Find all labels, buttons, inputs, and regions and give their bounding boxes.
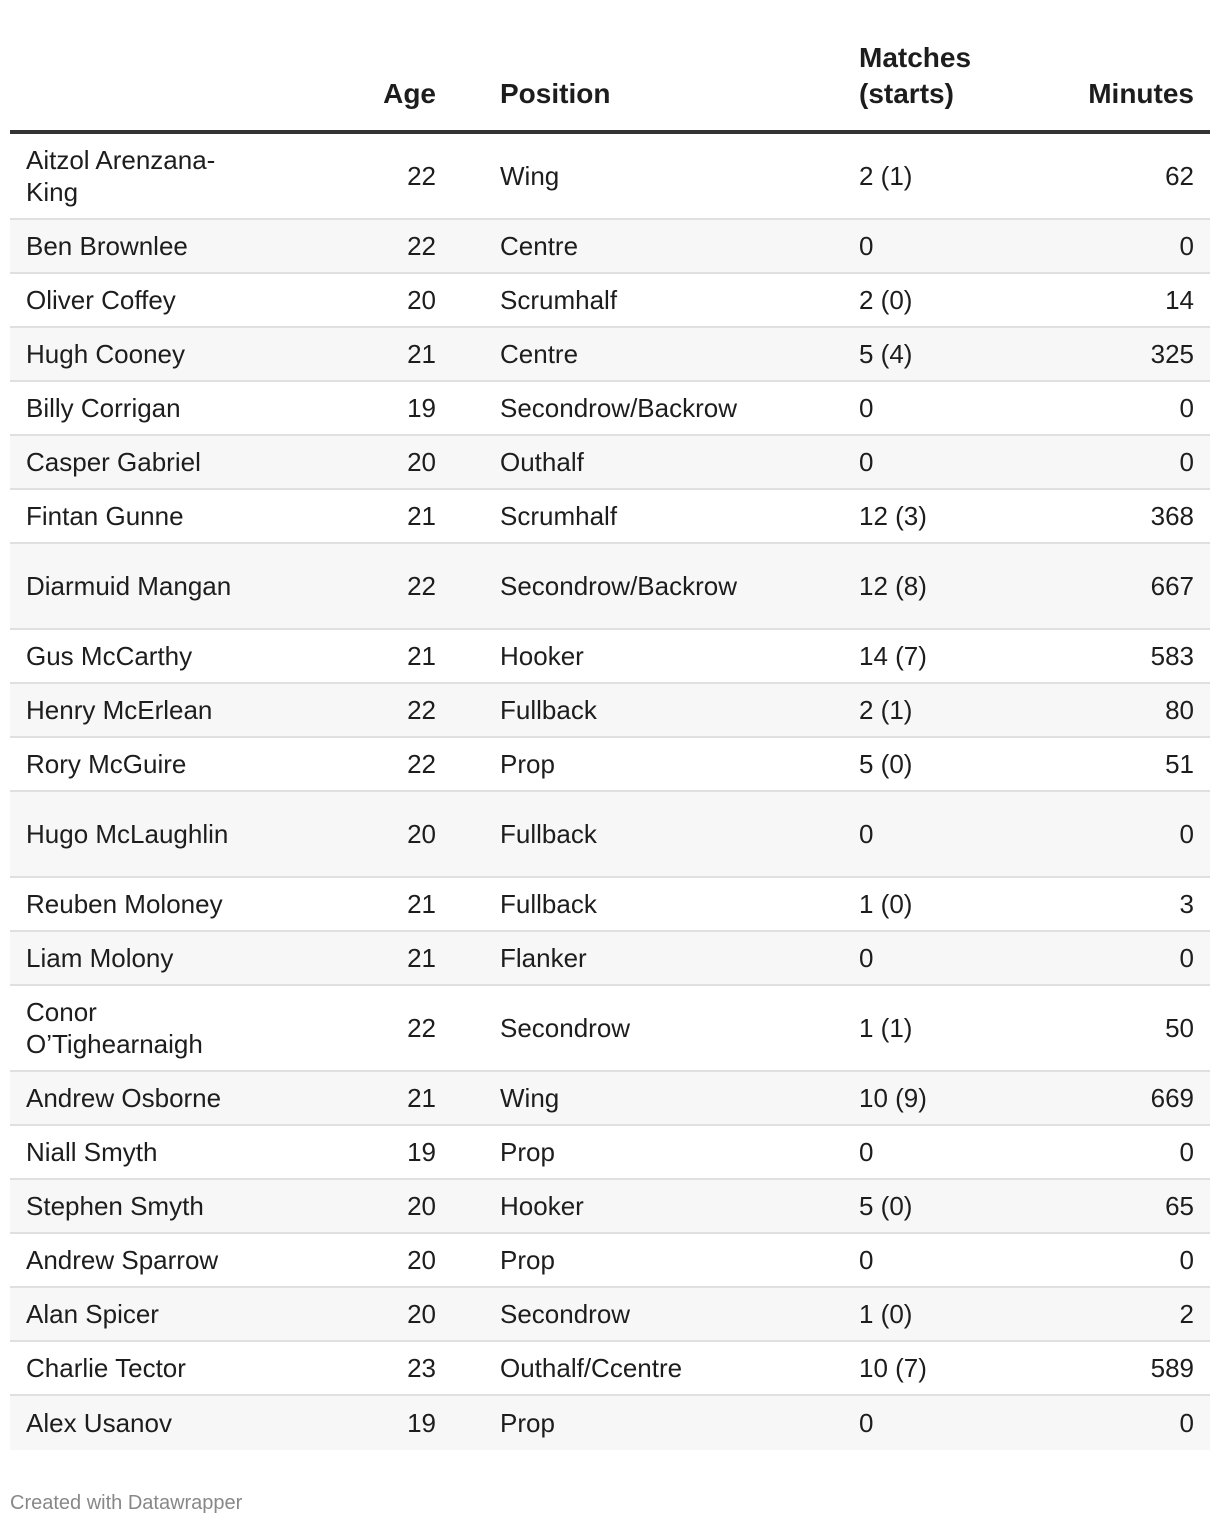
matches-cell: 14 (7) bbox=[859, 641, 927, 671]
minutes-cell: 65 bbox=[1165, 1191, 1194, 1221]
player-name-cell: Reuben Moloney bbox=[26, 889, 223, 919]
minutes-cell: 51 bbox=[1165, 749, 1194, 779]
matches-cell: 2 (0) bbox=[859, 285, 913, 315]
matches-cell: 0 bbox=[859, 943, 874, 973]
age-cell: 19 bbox=[407, 1408, 436, 1438]
matches-cell: 1 (0) bbox=[859, 1299, 913, 1329]
position-cell: Scrumhalf bbox=[500, 501, 618, 531]
minutes-cell: 0 bbox=[1179, 1245, 1194, 1275]
age-cell: 23 bbox=[407, 1353, 436, 1383]
matches-cell: 5 (4) bbox=[859, 339, 913, 369]
age-cell: 20 bbox=[407, 1191, 436, 1221]
minutes-cell: 50 bbox=[1165, 1013, 1194, 1043]
matches-cell: 2 (1) bbox=[859, 161, 913, 191]
matches-cell: 10 (9) bbox=[859, 1083, 927, 1113]
age-cell: 19 bbox=[407, 1137, 436, 1167]
table-row bbox=[10, 1234, 1210, 1288]
matches-cell: 0 bbox=[859, 819, 874, 849]
table-row bbox=[10, 544, 1210, 630]
minutes-cell: 325 bbox=[1150, 339, 1194, 369]
position-cell: Secondrow/Backrow bbox=[500, 393, 737, 423]
player-name-cell: Alan Spicer bbox=[26, 1299, 159, 1329]
minutes-cell: 589 bbox=[1150, 1353, 1194, 1383]
position-cell: Centre bbox=[500, 231, 579, 261]
position-cell: Secondrow bbox=[500, 1013, 631, 1043]
minutes-cell: 0 bbox=[1179, 231, 1194, 261]
matches-cell: 5 (0) bbox=[859, 749, 913, 779]
matches-cell: 5 (0) bbox=[859, 1191, 913, 1221]
position-cell: Prop bbox=[500, 1137, 555, 1167]
age-cell: 22 bbox=[407, 749, 436, 779]
table-row bbox=[10, 792, 1210, 878]
age-cell: 20 bbox=[407, 447, 436, 477]
player-name-cell: Andrew Osborne bbox=[26, 1083, 222, 1113]
position-cell: Prop bbox=[500, 1408, 555, 1438]
position-cell: Fullback bbox=[500, 819, 597, 849]
footer-credit: Created with Datawrapper bbox=[10, 1492, 243, 1514]
position-cell: Wing bbox=[500, 161, 560, 191]
player-name-cell: Rory McGuire bbox=[26, 749, 187, 779]
player-name-cell: Henry McErlean bbox=[26, 695, 213, 725]
player-name-cell: Casper Gabriel bbox=[26, 447, 201, 477]
position-cell: Fullback bbox=[500, 889, 597, 919]
player-name-cell: Alex Usanov bbox=[26, 1408, 172, 1438]
minutes-cell: 0 bbox=[1179, 819, 1194, 849]
data-table bbox=[10, 0, 1210, 1450]
age-cell: 22 bbox=[407, 571, 436, 601]
minutes-cell: 667 bbox=[1150, 571, 1194, 601]
table-row bbox=[10, 436, 1210, 490]
minutes-cell: 0 bbox=[1179, 393, 1194, 423]
position-cell: Wing bbox=[500, 1083, 560, 1113]
player-name-cell: Stephen Smyth bbox=[26, 1191, 204, 1221]
age-cell: 22 bbox=[407, 1013, 436, 1043]
table-row bbox=[10, 630, 1210, 684]
matches-cell: 0 bbox=[859, 1137, 874, 1167]
minutes-cell: 0 bbox=[1179, 943, 1194, 973]
age-cell: 20 bbox=[407, 1299, 436, 1329]
position-cell: Flanker bbox=[500, 943, 587, 973]
player-name-cell: Hugo McLaughlin bbox=[26, 819, 229, 849]
table-row bbox=[10, 1072, 1210, 1126]
table-row bbox=[10, 274, 1210, 328]
table-row bbox=[10, 1288, 1210, 1342]
table-row bbox=[10, 1342, 1210, 1396]
matches-cell: 0 bbox=[859, 231, 874, 261]
position-cell: Fullback bbox=[500, 695, 597, 725]
matches-cell: 12 (8) bbox=[859, 571, 927, 601]
table-row bbox=[10, 878, 1210, 932]
player-name-cell: Charlie Tector bbox=[26, 1353, 186, 1383]
age-cell: 20 bbox=[407, 819, 436, 849]
position-cell: Scrumhalf bbox=[500, 285, 618, 315]
age-cell: 22 bbox=[407, 161, 436, 191]
player-name-cell: Oliver Coffey bbox=[26, 285, 176, 315]
position-cell: Secondrow/Backrow bbox=[500, 571, 737, 601]
table-row bbox=[10, 134, 1210, 220]
minutes-cell: 368 bbox=[1150, 501, 1194, 531]
age-cell: 21 bbox=[407, 889, 436, 919]
table-row bbox=[10, 738, 1210, 792]
matches-cell: 1 (1) bbox=[859, 1013, 913, 1043]
player-name-cell: Hugh Cooney bbox=[26, 339, 185, 369]
age-cell: 22 bbox=[407, 231, 436, 261]
age-cell: 21 bbox=[407, 943, 436, 973]
age-cell: 21 bbox=[407, 1083, 436, 1113]
table-row bbox=[10, 220, 1210, 274]
player-name-cell: Fintan Gunne bbox=[26, 501, 184, 531]
minutes-cell: 2 bbox=[1179, 1299, 1194, 1329]
age-cell: 20 bbox=[407, 1245, 436, 1275]
position-cell: Secondrow bbox=[500, 1299, 631, 1329]
header-age[interactable]: Age bbox=[383, 78, 436, 109]
player-name-cell: Conor O’Tighearnaigh bbox=[26, 997, 203, 1059]
position-cell: Prop bbox=[500, 1245, 555, 1275]
header-matches[interactable]: Matches (starts) bbox=[859, 42, 972, 109]
age-cell: 21 bbox=[407, 641, 436, 671]
matches-cell: 0 bbox=[859, 1408, 874, 1438]
table-row bbox=[10, 932, 1210, 986]
matches-cell: 0 bbox=[859, 447, 874, 477]
table-row bbox=[10, 986, 1210, 1072]
player-name-cell: Liam Molony bbox=[26, 943, 174, 973]
table-row bbox=[10, 1396, 1210, 1450]
matches-cell: 0 bbox=[859, 393, 874, 423]
player-name-cell: Niall Smyth bbox=[26, 1137, 158, 1167]
table-row bbox=[10, 382, 1210, 436]
player-name-cell: Andrew Sparrow bbox=[26, 1245, 219, 1275]
header-minutes[interactable]: Minutes bbox=[1088, 78, 1194, 109]
minutes-cell: 3 bbox=[1179, 889, 1194, 919]
table-row bbox=[10, 328, 1210, 382]
matches-cell: 1 (0) bbox=[859, 889, 913, 919]
minutes-cell: 0 bbox=[1179, 1408, 1194, 1438]
player-name-cell: Billy Corrigan bbox=[26, 393, 181, 423]
matches-cell: 10 (7) bbox=[859, 1353, 927, 1383]
matches-cell: 12 (3) bbox=[859, 501, 927, 531]
position-cell: Prop bbox=[500, 749, 555, 779]
minutes-cell: 14 bbox=[1165, 285, 1194, 315]
table-row bbox=[10, 1126, 1210, 1180]
player-name-cell: Gus McCarthy bbox=[26, 641, 193, 671]
matches-cell: 2 (1) bbox=[859, 695, 913, 725]
player-name-cell: Aitzol Arenzana-King bbox=[26, 145, 216, 207]
table-row bbox=[10, 490, 1210, 544]
minutes-cell: 0 bbox=[1179, 1137, 1194, 1167]
table-row bbox=[10, 1180, 1210, 1234]
player-name-cell: Ben Brownlee bbox=[26, 231, 188, 261]
age-cell: 20 bbox=[407, 285, 436, 315]
minutes-cell: 0 bbox=[1179, 447, 1194, 477]
age-cell: 21 bbox=[407, 339, 436, 369]
position-cell: Outhalf bbox=[500, 447, 584, 477]
player-name-cell: Diarmuid Mangan bbox=[26, 571, 232, 601]
position-cell: Outhalf/Ccentre bbox=[500, 1353, 683, 1383]
position-cell: Hooker bbox=[500, 641, 584, 671]
age-cell: 19 bbox=[407, 393, 436, 423]
table-body bbox=[10, 134, 1210, 1450]
position-cell: Hooker bbox=[500, 1191, 584, 1221]
age-cell: 22 bbox=[407, 695, 436, 725]
age-cell: 21 bbox=[407, 501, 436, 531]
minutes-cell: 62 bbox=[1165, 161, 1194, 191]
table-header bbox=[10, 0, 1210, 134]
minutes-cell: 583 bbox=[1150, 641, 1194, 671]
table-row bbox=[10, 684, 1210, 738]
position-cell: Centre bbox=[500, 339, 579, 369]
matches-cell: 0 bbox=[859, 1245, 874, 1275]
minutes-cell: 669 bbox=[1150, 1083, 1194, 1113]
minutes-cell: 80 bbox=[1165, 695, 1194, 725]
header-position[interactable]: Position bbox=[500, 78, 611, 109]
